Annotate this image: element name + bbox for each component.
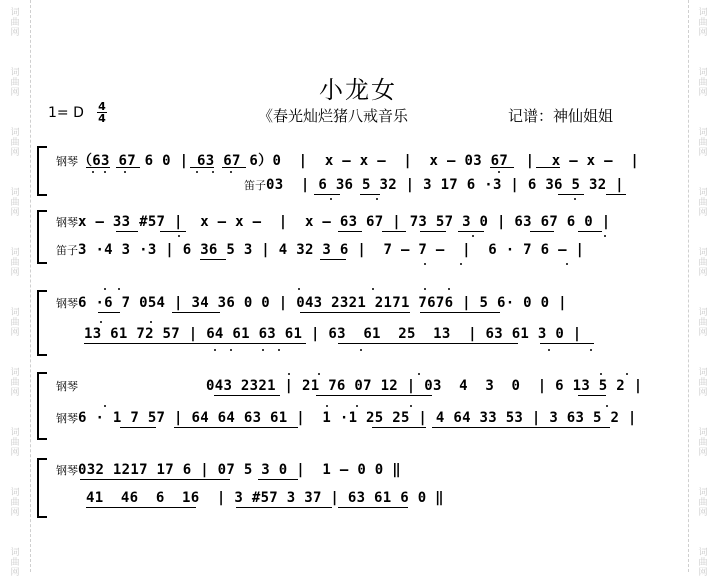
rhythm-underline: [116, 167, 140, 168]
octave-dot: [360, 349, 362, 351]
notes: （63 67 6 0 | 63 67 6）0 | x – x – | x – 03 67 | x – x – |: [78, 153, 640, 169]
octave-dot: [298, 288, 300, 290]
system-brace: [37, 458, 47, 518]
rhythm-underline: [120, 427, 156, 428]
octave-dot: [278, 349, 280, 351]
octave-dot: [424, 263, 426, 265]
octave-dot: [460, 263, 462, 265]
song-title: 小龙女: [319, 76, 397, 104]
watermark-glyphs: 词 曲 网: [10, 188, 20, 218]
octave-dot: [212, 171, 214, 173]
octave-dot: [626, 373, 628, 375]
rhythm-underline: [490, 167, 514, 168]
octave-dot: [318, 373, 320, 375]
rhythm-underline: [300, 312, 410, 313]
rhythm-underline: [116, 231, 138, 232]
rhythm-underline: [316, 395, 432, 396]
notes: x – 33 #57 | x – x – | x – 63 67 | 73 57 3 0 | 63 67 6 0 |: [78, 214, 611, 230]
rhythm-underline: [420, 312, 500, 313]
key-signature: 1= D: [48, 105, 84, 121]
notes: 13 61 72 57 | 64 61 63 61 | 63 61 25 13 | 63 61 3 0 |: [84, 326, 582, 342]
octave-dot: [118, 288, 120, 290]
octave-dot: [230, 349, 232, 351]
time-signature: [96, 101, 108, 124]
watermark-glyphs: 词 曲 网: [698, 8, 708, 38]
octave-dot: [214, 349, 216, 351]
watermark-glyphs: 词 曲 网: [10, 308, 20, 338]
instrument-label: 钢琴: [56, 380, 78, 393]
rhythm-underline: [84, 343, 214, 344]
watermark-glyphs: 词 曲 网: [698, 368, 708, 398]
system-brace: [37, 372, 47, 440]
system-4-lower-staff: [56, 410, 637, 426]
rhythm-underline: [236, 507, 332, 508]
rhythm-underline: [578, 231, 602, 232]
octave-dot: [418, 373, 420, 375]
watermark-glyphs: 词 曲 网: [10, 68, 20, 98]
watermark-glyphs: 词 曲 网: [10, 368, 20, 398]
system-5-upper-staff: [56, 462, 401, 478]
instrument-label: 笛子: [244, 179, 266, 192]
watermark-glyphs: 词 曲 网: [698, 68, 708, 98]
instrument-label: 钢琴: [56, 216, 78, 229]
octave-dot: [372, 288, 374, 290]
watermark-glyphs: 词 曲 网: [698, 248, 708, 278]
octave-dot: [590, 349, 592, 351]
octave-dot: [196, 171, 198, 173]
rhythm-underline: [190, 167, 214, 168]
system-brace: [37, 210, 47, 264]
octave-dot: [178, 235, 180, 237]
rhythm-underline: [360, 194, 380, 195]
octave-dot: [92, 171, 94, 173]
system-5-lower-staff: [86, 490, 444, 506]
watermark-glyphs: 词 曲 网: [698, 428, 708, 458]
instrument-label: 钢琴: [56, 464, 78, 477]
watermark-glyphs: 词 曲 网: [698, 128, 708, 158]
octave-dot: [104, 288, 106, 290]
rhythm-underline: [98, 312, 120, 313]
rhythm-underline: [558, 194, 584, 195]
instrument-label: 笛子: [56, 244, 78, 257]
octave-dot: [330, 198, 332, 200]
watermark-glyphs: 词 曲 网: [10, 128, 20, 158]
system-3-lower-staff: [84, 326, 582, 342]
rhythm-underline: [536, 167, 560, 168]
notes: 043 2321 | 21 76 07 12 | 03 4 3 0 | 6 13 5 2 |: [206, 378, 643, 394]
octave-dot: [376, 198, 378, 200]
rhythm-underline: [210, 343, 306, 344]
octave-dot: [448, 288, 450, 290]
octave-dot: [288, 373, 290, 375]
rhythm-underline: [320, 259, 346, 260]
meter-top: 4: [98, 100, 106, 113]
system-2-lower-staff: [56, 242, 584, 258]
octave-dot: [574, 198, 576, 200]
system-4-upper-staff: [56, 378, 642, 394]
rhythm-underline: [86, 507, 196, 508]
octave-dot: [124, 171, 126, 173]
octave-dot: [150, 321, 152, 323]
octave-dot: [262, 349, 264, 351]
octave-dot: [600, 373, 602, 375]
watermark-glyphs: 词 曲 网: [698, 188, 708, 218]
rhythm-underline: [530, 231, 554, 232]
rhythm-underline: [80, 479, 230, 480]
transcriber-credit: 记谱：神仙姐姐: [508, 107, 614, 125]
octave-dot: [410, 405, 412, 407]
watermark-glyphs: 词 曲 网: [698, 308, 708, 338]
notes: 3 ·4 3 ·3 | 6 36 5 3 | 4 32 3 6 | 7 – 7 – | 6 · 7 6 – |: [78, 242, 585, 258]
rhythm-underline: [578, 395, 606, 396]
watermark-glyphs: 词 曲 网: [10, 8, 20, 38]
instrument-label: 钢琴: [56, 297, 78, 310]
rhythm-underline: [160, 231, 186, 232]
system-brace: [37, 146, 47, 196]
rhythm-underline: [338, 343, 518, 344]
rhythm-underline: [432, 427, 610, 428]
octave-dot: [356, 405, 358, 407]
meter-bottom: 4: [98, 112, 106, 125]
notes: 03 | 6 36 5 32 | 3 17 6 ·3 | 6 36 5 32 |: [266, 177, 624, 193]
notes: 6 ·6 7 054 | 34 36 0 0 | 043 2321 2171 7676 | 5 6· 0 0 |: [78, 295, 567, 311]
rhythm-underline: [314, 194, 340, 195]
octave-dot: [104, 405, 106, 407]
instrument-label: 钢琴: [56, 155, 78, 168]
watermark-glyphs: 词 曲 网: [10, 428, 20, 458]
octave-dot: [230, 171, 232, 173]
instrument-label: 钢琴: [56, 412, 78, 425]
octave-dot: [424, 288, 426, 290]
octave-dot: [100, 321, 102, 323]
rhythm-underline: [338, 231, 362, 232]
watermark-glyphs: 词 曲 网: [10, 548, 20, 578]
rhythm-underline: [214, 395, 280, 396]
rhythm-underline: [420, 231, 446, 232]
source-subtitle: 《春光灿烂猪八戒音乐: [258, 107, 409, 125]
rhythm-underline: [86, 167, 110, 168]
rhythm-underline: [200, 259, 226, 260]
rhythm-underline: [382, 231, 406, 232]
rhythm-underline: [172, 312, 220, 313]
rhythm-underline: [540, 343, 594, 344]
octave-dot: [104, 171, 106, 173]
system-2-upper-staff: [56, 214, 610, 230]
octave-dot: [604, 235, 606, 237]
rhythm-underline: [174, 427, 298, 428]
watermark-glyphs: 词 曲 网: [698, 548, 708, 578]
notes: 41 46 6 16 | 3 #57 3 37 | 63 61 6 0 ‖: [86, 490, 444, 506]
octave-dot: [548, 349, 550, 351]
system-3-upper-staff: [56, 295, 567, 311]
notes: 6 · 1 7 57 | 64 64 63 61 | 1 ·1 25 25 | 4 64 33 53 | 3 63 5 2 |: [78, 410, 637, 426]
system-brace: [37, 290, 47, 356]
octave-dot: [498, 171, 500, 173]
watermark-glyphs: 词 曲 网: [10, 488, 20, 518]
watermark-glyphs: 词 曲 网: [10, 248, 20, 278]
system-1-lower-staff: [244, 177, 624, 193]
octave-dot: [566, 263, 568, 265]
watermark-glyphs: 词 曲 网: [698, 488, 708, 518]
rhythm-underline: [222, 167, 246, 168]
octave-dot: [472, 235, 474, 237]
rhythm-underline: [606, 194, 626, 195]
notes: 032 1217 17 6 | 07 5 3 0 | 1 – 0 0 ‖: [78, 462, 401, 478]
octave-dot: [326, 405, 328, 407]
rhythm-underline: [338, 507, 408, 508]
rhythm-underline: [372, 427, 426, 428]
rhythm-underline: [258, 479, 298, 480]
rhythm-underline: [458, 231, 484, 232]
octave-dot: [606, 405, 608, 407]
